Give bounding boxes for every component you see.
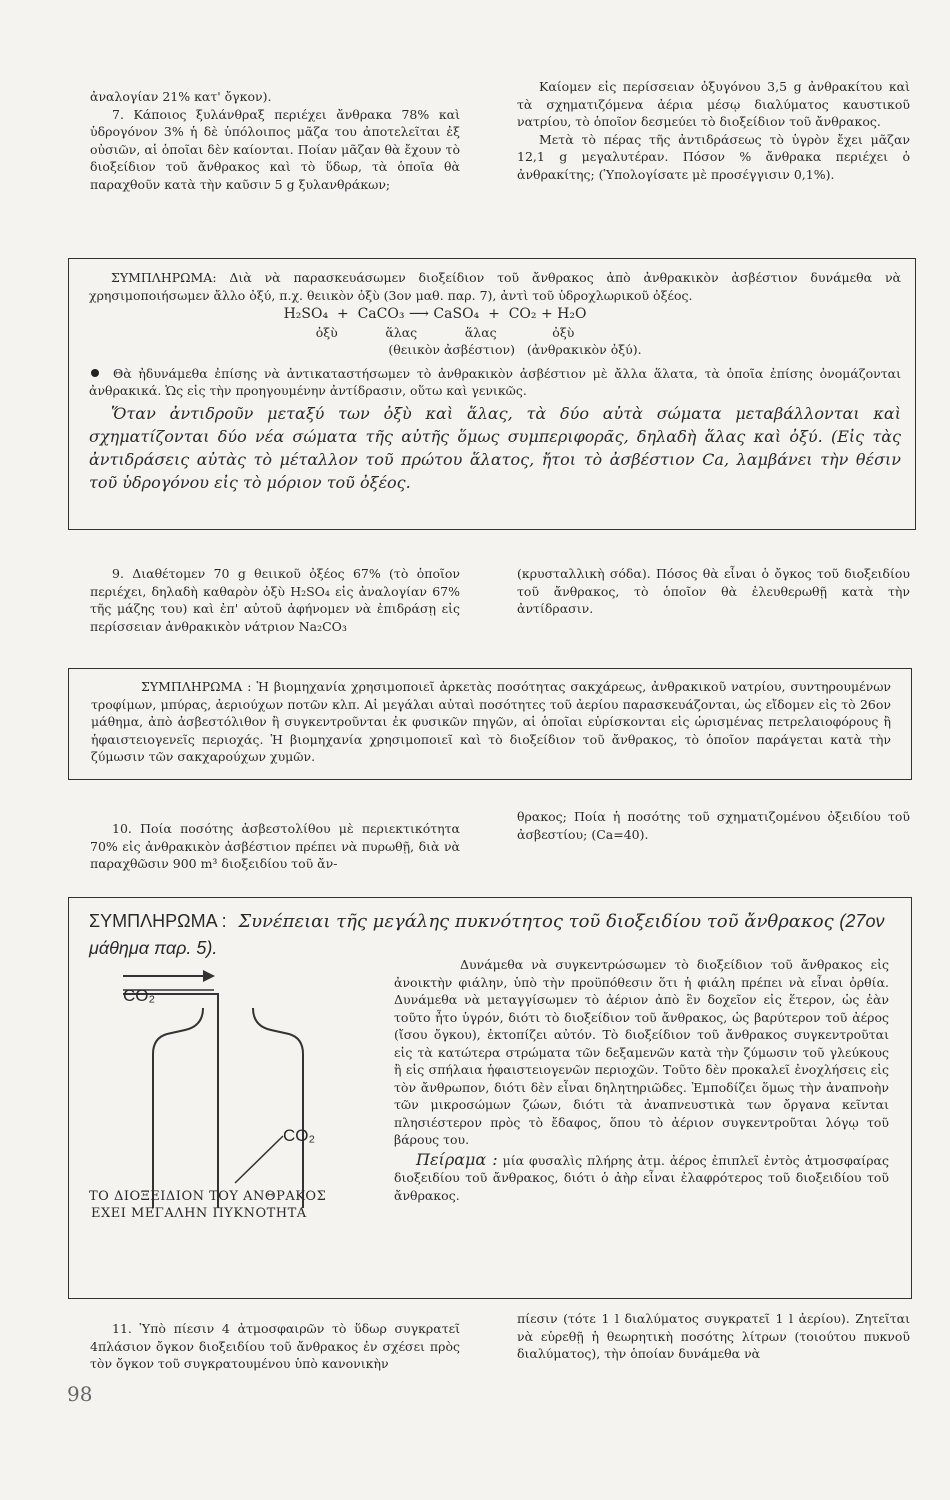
figure-caption [89, 1188, 389, 1222]
q11-left: 11. Ὑπὸ πίεσιν 4 ἀτμοσφαιρῶν τὸ ὕδωρ συγκρατεῖ 4πλάσιον ὄγκον διοξειδίου τοῦ ἄνθρακος ἐν σχέσει πρὸς τὸν ὄγκον τοῦ συγκρατουμένου ὑπὸ κανονικὴν [90, 1321, 460, 1371]
experiment-label: Πείραμα : [416, 1149, 498, 1169]
box1-bullet-para [89, 365, 901, 400]
box3-body [394, 956, 889, 1204]
co2-label-pointer [235, 1136, 283, 1183]
arrow-head-icon [203, 970, 215, 982]
box3-heading-label: ΣΥΜΠΛΗΡΩΜΑ : [89, 911, 227, 931]
question-7: 7. Κάποιος ξυλάνθραξ περιέχει ἄνθρακα 78% καὶ ὑδρογόνον 3% ἡ δὲ ὑπόλοιπος μᾶζα του ἀποτελεῖται ἐξ οὐσιῶν, αἱ ὁποῖαι δὲν καίονται. Ποίαν μᾶζαν θὰ ἔχουν τὸ διοξείδιον τοῦ ἄνθρακος καὶ τὸ ὕδωρ, τὰ ὁποῖα θὰ παραχθοῦν κατὰ τὴν καῦσιν 5 g ξυλανθράκων; [90, 106, 460, 192]
bullet-icon [91, 369, 99, 377]
collecting-bottle [153, 1008, 303, 1208]
supplement-box-3 [68, 897, 912, 1299]
q10-left: 10. Ποία ποσότης ἀσβεστολίθου μὲ περιεκτικότητα 70% εἰς ἀνθρακικὸν ἀσβέστιον πρέπει νὰ πυρωθῇ, διὰ νὰ παραχθῶσιν 900 m³ διοξειδίου τοῦ ἄν- [90, 821, 460, 871]
q9-left: 9. Διαθέτομεν 70 g θειικοῦ ὀξέος 67% (τὸ ὁποῖον περιέχει, δηλαδὴ καθαρὸν ὀξὺ H₂SO₄ εἰς ἀναλογίαν 67% τῆς μάζης του) καὶ ἐπ' αὐτοῦ ἀφήνομεν νὰ ἐπιδράσῃ εἰς περίσσειαν ἀνθρακικὸν νάτριον Na₂CO₃ [90, 566, 460, 634]
co2-label-top: CO₂ [123, 986, 156, 1005]
top-left-line0: ἀναλογίαν 21% κατ' ὄγκον). [90, 89, 272, 104]
supplement-box-2 [68, 668, 912, 780]
q7-block [90, 88, 460, 193]
box1-labels-2: (θειικὸν ἀσβέστιον) (ἀνθρακικὸν ὀξύ). [388, 342, 642, 357]
box1-rule: Ὅταν ἀντιδροῦν μεταξύ των ὀξὺ καὶ ἅλας, τὰ δύο αὐτὰ σώματα μεταβάλλονται καὶ σχηματίζονται δύο νέα σώματα τῆς αὐτῆς ὅμως συμπεριφορᾶς, δηλαδὴ ἅλας καὶ ὀξύ. (Εἰς τὰς ἀντιδράσεις αὐτὰς τὸ μέταλλον τοῦ πρώτου ἅλατος, ἤτοι τὸ ἀσβέστιον Ca, λαμβάνει τὴν θέσιν τοῦ ὑδρογόνου εἰς τὸ μόριον τοῦ ὀξέος. [89, 403, 901, 492]
box3-heading [89, 908, 899, 962]
q8-block [517, 78, 910, 183]
question-8-part-a: Καίομεν εἰς περίσσειαν ὀξυγόνου 3,5 g ἀνθρακίτου καὶ τὰ σχηματιζόμενα ἀέρια μέσῳ διαλύματος καυστικοῦ νατρίου, τὸ ὁποῖον δεσμεύει τὸ διοξείδιον τοῦ ἄνθρακος. [517, 79, 910, 129]
box3-body-text: Δυνάμεθα νὰ συγκεντρώσωμεν τὸ διοξείδιον τοῦ ἄνθρακος εἰς ἀνοικτὴν φιάλην, ὑπὸ τὴν προϋπόθεσιν ὅτι ἡ φιάλη πρέπει νὰ εἶναι ὀρθία. Δυνάμεθα νὰ μεταγγίσωμεν τὸ ἀέριον ἀπὸ ἓν δοχεῖον εἰς ἕτερον, ὡς ἐὰν τοῦτο ἦτο ὑγρόν, διότι τὸ διοξείδιον τοῦ ἄνθρακος, ὡς βαρύτερον τοῦ ἀέρος (ἴσου ὄγκου), ἐκτοπίζει αὐτόν. Τὸ διοξείδιον τοῦ ἄνθρακος συγκεντροῦται εἰς τὰ κατώτερα στρώματα τῶν δεξαμενῶν κατὰ τὴν ζύμωσιν τοῦ γλεύκους ἢ εἰς σπήλαια ἡφαιστειογενῶν περιοχῶν. Τοῦτο δὲν προκαλεῖ ἐνοχλήσεις εἰς τὸν ἄνθρωπον, διότι δὲν εἶναι δηλητηριῶδες. Ἐμποδίζει ὅμως τὴν ἀναπνοὴν τῶν μικροσώμων ζώων, διότι τὰ ἀναπνευστικὰ των ὄργανα κεῖνται πλησιέστερον πρὸς τὸ ἔδαφος, ὅπου τὸ ἀέριον συγκεντροῦται λόγῳ τοῦ βάρους του. [394, 957, 889, 1147]
page-number: 98 [67, 1382, 93, 1406]
box3-heading-hand: (27ον μάθημα παρ. 5). [89, 911, 885, 958]
box1-intro: ΣΥΜΠΛΗΡΩΜΑ: Διὰ νὰ παρασκευάσωμεν διοξείδιον τοῦ ἄνθρακος ἀπὸ ἀνθρακικὸν ἀσβέστιον δυνάμεθα νὰ χρησιμοποιήσωμεν ἄλλο ὀξύ, π.χ. θειικὸν ὀξὺ (3ον μαθ. παρ. 7), ἀντὶ τοῦ ὑδροχλωρικοῦ ὀξέος. [89, 270, 901, 303]
box1-bullet-text: Θὰ ἠδυνάμεθα ἐπίσης νὰ ἀντικαταστήσωμεν τὸ ἀνθρακικὸν ἀσβέστιον μὲ ἄλλα ἅλατα, τὰ ὁποῖα ἐπίσης ὀνομάζονται ἀνθρακικά. Ὡς εἰς τὴν προηγουμένην ἀντίδρασιν, οὕτω καὶ γενικῶς. [89, 365, 901, 398]
box1-content [89, 269, 901, 494]
delivery-tube [123, 994, 218, 1208]
box1-equation: H₂SO₄ + CaCO₃ ⟶ CaSO₄ + CO₂ + H₂O [283, 306, 587, 322]
box3-experiment [394, 1151, 889, 1205]
box2-text: ΣΥΜΠΛΗΡΩΜΑ : Ἡ βιομηχανία χρησιμοποιεῖ ἀρκετὰς ποσότητας σακχάρεως, ἀνθρακικοῦ νατρίου, συντηρουμένων τροφίμων, μπύρας, ἀεριούχων ποτῶν κλπ. Αἱ μεγάλαι αὐταὶ ποσότητες τοῦ ἀερίου παρασκευάζονται, ὡς εἴδομεν εἰς τὸ 26ον μάθημα, ἀπὸ ἀσβεστόλιθον ἢ συγκεντροῦνται ἐκ φυσικῶν πηγῶν, αἱ ὁποῖαι εὑρίσκονται εἰς ὡρισμένας πετρελαιοφόρους ἢ ἡφαιστειογενεῖς περιοχάς. Ἡ βιομηχανία χρησιμοποιεῖ καὶ τὸ διοξείδιον τοῦ ἄνθρακος, τὸ ὁποῖον παράγεται κατὰ τὴν ζύμωσιν τῶν σακχαρούχων χυμῶν. [91, 679, 891, 764]
question-8-part-b: Μετὰ τὸ πέρας τῆς ἀντιδράσεως τὸ ὑγρὸν ἔχει μᾶζαν 12,1 g μεγαλυτέραν. Πόσον % ἄνθρακα περιέχει ὁ ἀνθρακίτης; (Ὑπολογίσατε μὲ προσέγγισιν 0,1%). [517, 131, 910, 182]
box3-heading-italic: Συνέπειαι τῆς μεγάλης πυκνότητος τοῦ διοξειδίου τοῦ ἄνθρακος [238, 911, 834, 932]
supplement-box-1 [68, 258, 916, 530]
experiment-text: μία φυσαλὶς πλήρης ἀτμ. ἀέρος ἐπιπλεῖ ἐντὸς ἀτμοσφαίρας διοξειδίου τοῦ ἄνθρακος, διότι ὁ ἀὴρ εἶναι ἐλαφρότερος τοῦ διοξειδίου τοῦ ἄνθρακος. [394, 1152, 889, 1203]
box1-labels: ὀξὺ ἅλας ἅλας ὀξὺ [315, 324, 575, 340]
q9-right: (κρυσταλλικὴ σόδα). Πόσος θὰ εἶναι ὁ ὄγκος τοῦ διοξειδίου τοῦ ἄνθρακος, τὸ ὁποῖον θὰ ἐλευθερωθῇ κατὰ τὴν ἀντίδρασιν. [517, 566, 910, 616]
figure-caption-line1: ΤΟ ΔΙΟΞΕΙΔΙΟΝ ΤΟΥ ΑΝΘΡΑΚΟΣ [89, 1189, 327, 1204]
q10-right: θρακος; Ποία ἡ ποσότης τοῦ σχηματιζομένου ὀξειδίου τοῦ ἀσβεστίου; (Ca=40). [517, 809, 910, 842]
figure-caption-line2: ΕΧΕΙ ΜΕΓΑΛΗΝ ΠΥΚΝΟΤΗΤΑ [91, 1206, 307, 1221]
q11-right: πίεσιν (τότε 1 l διαλύματος συγκρατεῖ 1 l ἀερίου). Ζητεῖται νὰ εὑρεθῇ ἡ θεωρητικὴ ποσότης λίτρων (τοιούτου πυκνοῦ διαλύματος), τὴν ὁποίαν δυνάμεθα νὰ [517, 1311, 910, 1361]
co2-label-side: CO₂ [283, 1126, 316, 1145]
